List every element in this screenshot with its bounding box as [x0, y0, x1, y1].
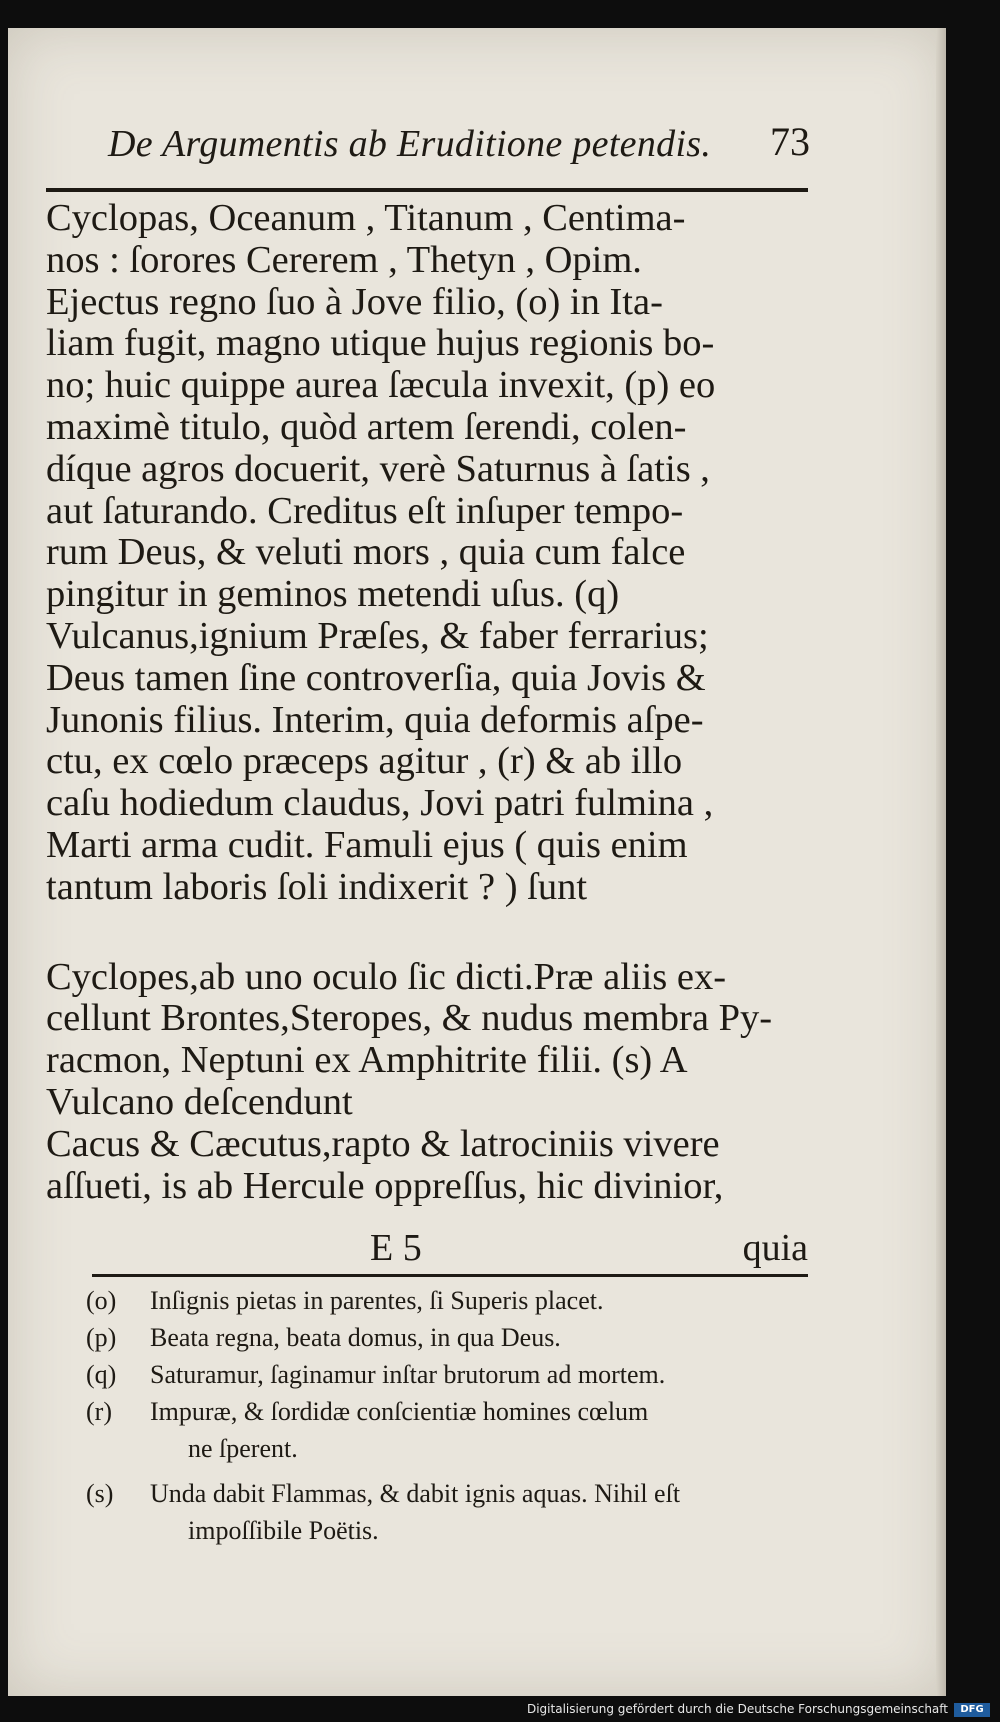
footnote-rule [92, 1274, 808, 1277]
text-line: aut ſaturando. Creditus eſt inſuper tempo- [46, 489, 684, 532]
footnote-continuation: impoſſibile Poëtis. [188, 1516, 379, 1545]
text-line: no; huic quippe aurea ſæcula invexit, (p) eo [46, 364, 716, 407]
text-line: Marti arma cudit. Famuli ejus ( quis enim [46, 823, 688, 866]
text-line: pingitur in geminos metendi uſus. (q) [46, 573, 620, 616]
digitization-credit: Digitalisierung gefördert durch die Deutsche Forschungsgemeinschaft [526, 1702, 948, 1716]
main-text [46, 198, 808, 1207]
footnote-mark: (p) [86, 1323, 117, 1352]
text-line: Vulcanus,ignium Præſes, & faber ferrarius; [46, 614, 709, 657]
text-line: caſu hodiedum claudus, Jovi patri fulmina , [46, 782, 714, 825]
footnote-mark: (s) [86, 1479, 114, 1508]
text-line: aſſueti, is ab Hercule oppreſſus, hic divinior, [46, 1164, 724, 1207]
footnote [86, 1356, 826, 1393]
footnote-text: Beata regna, beata domus, in qua Deus. [150, 1323, 561, 1352]
text-line: maximè titulo, quòd artem ſerendi, colen- [46, 405, 687, 448]
header-rule [46, 188, 808, 192]
text-line: rum Deus, & veluti mors , quia cum falce [46, 531, 686, 574]
text-line: liam fugit, magno utique hujus regionis bo- [46, 322, 715, 365]
running-title: De Argumentis ab Eruditione petendis. [108, 123, 712, 165]
text-line: Deus tamen ſine controverſia, quia Jovis & [46, 656, 706, 699]
footnote-text: Impuræ, & ſordidæ conſcientiæ homines cœlum [150, 1397, 649, 1426]
footnote-text: Inſignis pietas in parentes, ſi Superis placet. [150, 1286, 604, 1315]
book-page [8, 28, 946, 1696]
text-line: Vulcano deſcendunt [46, 1080, 353, 1123]
footnote-gap [86, 1467, 826, 1475]
paragraph-gap [46, 909, 808, 957]
page-edge [936, 28, 946, 1696]
text-line: tantum laboris ſoli indixerit ? ) ſunt [46, 865, 588, 908]
footnotes [86, 1282, 826, 1549]
text-line: racmon, Neptuni ex Amphitrite filii. (s) A [46, 1039, 688, 1082]
footnote-mark: (r) [86, 1397, 112, 1426]
catchword: quia [742, 1227, 808, 1269]
footnote-text: Unda dabit Flammas, & dabit ignis aquas. Nihil eſt [150, 1479, 681, 1508]
text-line: cellunt Brontes,Steropes, & nudus membra Py- [46, 997, 773, 1040]
footnote-mark: (o) [86, 1286, 117, 1315]
dfg-logo: DFG [954, 1703, 990, 1717]
footnote [86, 1393, 826, 1430]
footnote [86, 1475, 826, 1512]
footnote-mark: (q) [86, 1360, 117, 1389]
footnote-text: Saturamur, ſaginamur inſtar brutorum ad mortem. [150, 1360, 666, 1389]
text-line: díque agros docuerit, verè Saturnus à ſatis , [46, 447, 710, 490]
text-line: Cacus & Cæcutus,rapto & latrociniis vivere [46, 1122, 720, 1165]
text-line: ctu, ex cœlo præceps agitur , (r) & ab illo [46, 740, 683, 783]
page-header [100, 106, 812, 166]
page-number: 73 [770, 119, 810, 164]
text-line: Junonis filius. Interim, quia deformis aſpe- [46, 698, 704, 741]
signature-row [46, 1226, 808, 1270]
text-line: nos : ſorores Cererem , Thetyn , Opim. [46, 238, 642, 281]
text-line: Ejectus regno ſuo à Jove filio, (o) in Ita- [46, 280, 663, 323]
footnote [86, 1282, 826, 1319]
footnote [86, 1319, 826, 1356]
signature-mark: E 5 [370, 1227, 422, 1269]
footnote-continuation: ne ſperent. [188, 1434, 298, 1463]
text-line: Cyclopes,ab uno oculo ſic dicti.Præ aliis ex- [46, 955, 727, 998]
text-line: Cyclopas, Oceanum , Titanum , Centima- [46, 197, 686, 239]
